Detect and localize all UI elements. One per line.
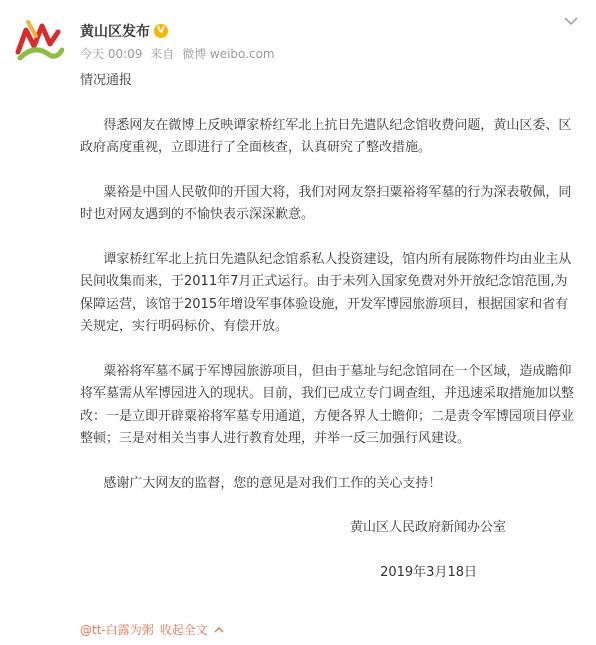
- post-meta: [80, 45, 279, 62]
- post-body: [80, 70, 580, 606]
- post-paragraph: 得悉网友在微博上反映谭家桥红军北上抗日先遣队纪念馆收费问题，黄山区委、区政府高度重视，立即进行了全面核查，认真研究了整改措施。: [80, 117, 572, 155]
- post-paragraph: 粟裕是中国人民敬仰的开国大将，我们对网友祭扫粟裕将军墓的行为深表敬佩，同时也对网友遇到的不愉快表示深深歉意。: [80, 184, 572, 222]
- post-date: 2019年3月18日: [380, 564, 477, 580]
- post-paragraph: 粟裕将军墓不属于军博园旅游项目，但由于墓址与纪念馆同在一个区域，造成瞻仰将军墓需从军博园进入的现状。目前，我们已成立专门调查组，并迅速采取措施加以整改：一是立即开辟粟裕将军墓专用通道，方便各界人士瞻仰；二是责令军博园项目停业整顿；三是对相关当事人进行教育处理，并举一反三加强行风建设。: [80, 363, 575, 446]
- source-prefix: 来自: [150, 47, 175, 61]
- author-name[interactable]: [80, 21, 168, 41]
- chevron-up-icon[interactable]: [214, 626, 224, 634]
- post-paragraph: 感谢广大网友的监督，您的意见是对我们工作的关心支持！: [103, 475, 442, 491]
- author-name-text[interactable]: 黄山区发布: [80, 24, 150, 40]
- post-signature: 黄山区人民政府新闻办公室: [349, 520, 506, 535]
- mention-link[interactable]: @tt-白露为粥: [80, 623, 154, 637]
- post-source[interactable]: 微博 weibo.com: [182, 47, 275, 61]
- verified-badge-icon: V: [154, 24, 168, 38]
- post-time[interactable]: 今天 00:09: [80, 47, 143, 61]
- post-title: 情况通报: [80, 73, 133, 88]
- avatar[interactable]: [14, 14, 64, 64]
- chevron-down-icon[interactable]: [562, 14, 580, 28]
- post-paragraph: 谭家桥红军北上抗日先遣队纪念馆系私人投资建设，馆内所有展陈物件均由业主从民间收集而来，于2011年7月正式运行。由于未列入国家免费对外开放纪念馆范围,为保障运营，该馆于2015年增设军事体验设施，开发军博园旅游项目，根据国家和省有关规定，实行明码标价、有偿开放。: [80, 251, 572, 334]
- post-footer: [80, 621, 224, 638]
- collapse-button[interactable]: 收起全文: [159, 623, 208, 637]
